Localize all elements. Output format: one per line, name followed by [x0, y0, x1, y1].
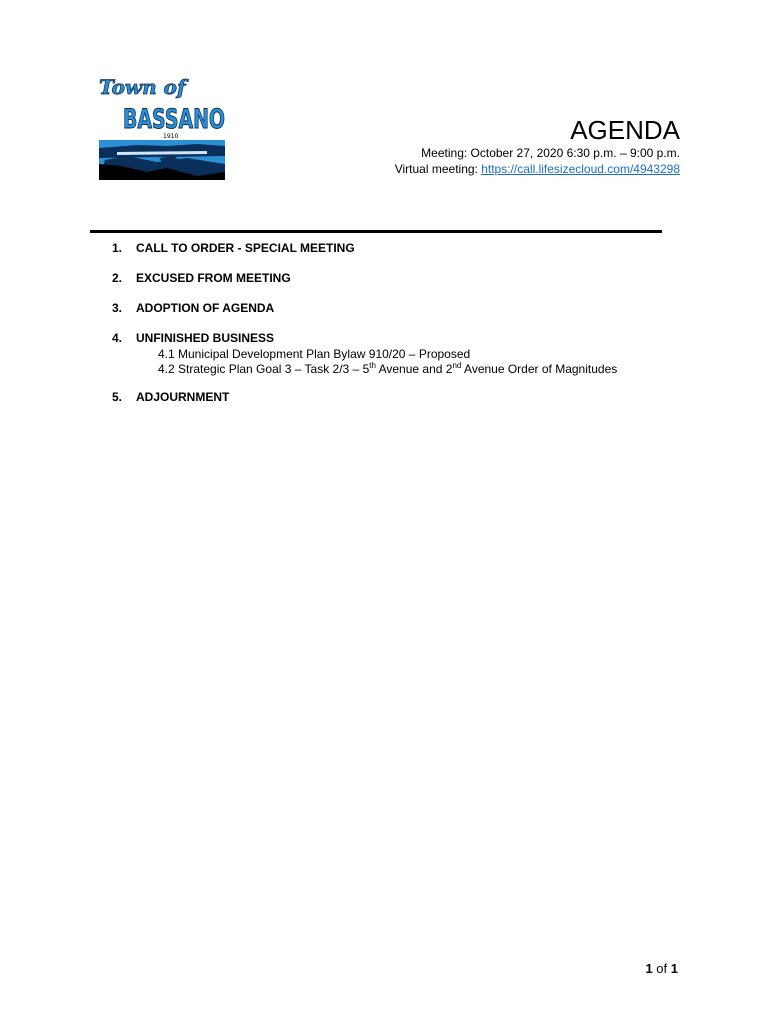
- agenda-item-label: ADOPTION OF AGENDA: [136, 301, 275, 315]
- logo-year: 1910: [163, 133, 179, 140]
- sub-item-superscript: th: [369, 361, 376, 370]
- agenda-header: [395, 115, 680, 177]
- page-current: 1: [645, 961, 653, 976]
- header-divider: [90, 230, 662, 233]
- agenda-sub-item: 4.1 Municipal Development Plan Bylaw 910/20 – Proposed: [158, 347, 471, 361]
- sub-item-text: 4.2 Strategic Plan Goal 3 – Task 2/3 – 5: [158, 362, 370, 376]
- logo-landscape-picture: [99, 140, 225, 180]
- page-number: [645, 961, 678, 976]
- page-of: of: [652, 961, 671, 976]
- logo-line-town-of: Town of: [99, 75, 186, 99]
- sub-item-text: Avenue and 2: [375, 362, 453, 376]
- page-total: 1: [670, 961, 678, 976]
- agenda-item-number: 2.: [112, 271, 123, 285]
- meeting-datetime: October 27, 2020 6:30 p.m. – 9:00 p.m.: [470, 146, 680, 160]
- agenda-item-label: ADJOURNMENT: [136, 390, 230, 404]
- agenda-item-label: CALL TO ORDER - SPECIAL MEETING: [136, 241, 355, 255]
- virtual-meeting-info: [395, 161, 680, 177]
- agenda-sub-item: [158, 362, 617, 376]
- virtual-meeting-link[interactable]: https://call.lifesizecloud.com/4943298: [481, 162, 680, 176]
- town-logo: [97, 72, 229, 182]
- meeting-label: Meeting:: [421, 146, 471, 160]
- virtual-meeting-label: Virtual meeting:: [394, 162, 482, 176]
- agenda-title: AGENDA: [570, 115, 680, 145]
- agenda-item-number: 3.: [112, 301, 123, 315]
- agenda-item-number: 5.: [112, 390, 123, 404]
- agenda-item-number: 1.: [112, 241, 123, 255]
- logo-line-bassano: BASSANO: [123, 104, 225, 135]
- meeting-info: [395, 145, 680, 161]
- sub-item-text: Avenue Order of Magnitudes: [461, 362, 618, 376]
- agenda-item-number: 4.: [112, 331, 123, 345]
- sub-item-superscript: nd: [452, 361, 462, 370]
- agenda-item-label: EXCUSED FROM MEETING: [136, 271, 291, 285]
- agenda-item-label: UNFINISHED BUSINESS: [136, 331, 275, 345]
